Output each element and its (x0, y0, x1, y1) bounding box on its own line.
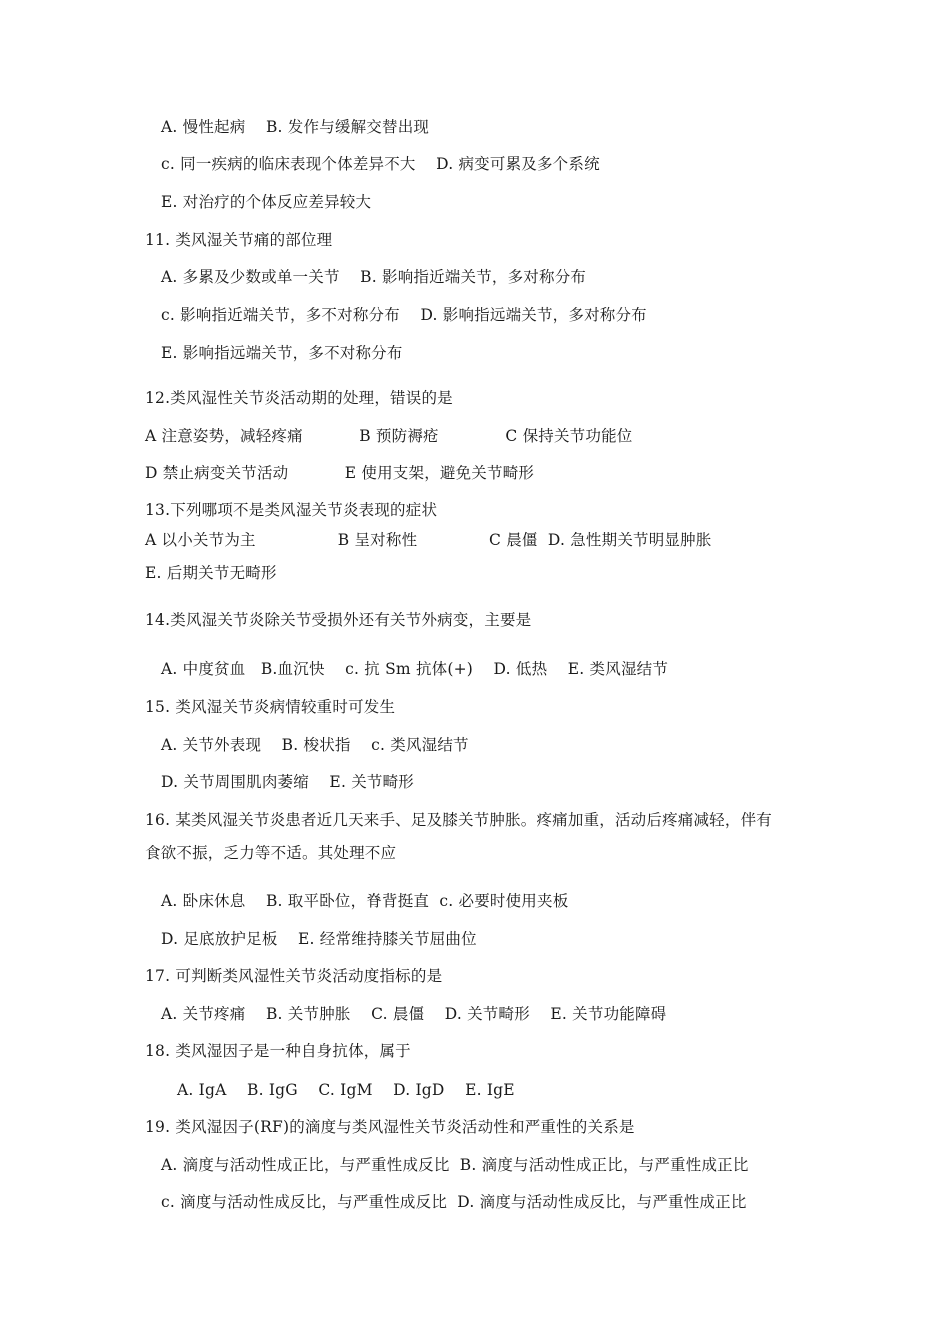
option-line: A. IgA B. IgG C. IgM D. IgD E. IgE (177, 1081, 515, 1099)
question-18: 18. 类风湿因子是一种自身抗体，属于 (145, 1042, 411, 1060)
option-line: c. 滴度与活动性成反比，与严重性成反比 D. 滴度与活动性成反比，与严重性成正比 (161, 1193, 747, 1211)
option-line: D. 足底放护足板 E. 经常维持膝关节屈曲位 (161, 930, 477, 948)
option-line: E. 对治疗的个体反应差异较大 (161, 193, 372, 211)
question-16-continued: 食欲不振，乏力等不适。其处理不应 (145, 844, 397, 862)
option-line: c. 同一疾病的临床表现个体差异不大 D. 病变可累及多个系统 (161, 155, 600, 173)
question-14: 14.类风湿关节炎除关节受损外还有关节外病变，主要是 (145, 611, 532, 629)
option-line: A. 中度贫血 B.血沉快 c. 抗 Sm 抗体(+) D. 低热 E. 类风湿结节 (161, 660, 669, 678)
question-19: 19. 类风湿因子(RF)的滴度与类风湿性关节炎活动性和严重性的关系是 (145, 1118, 635, 1136)
question-15: 15. 类风湿关节炎病情较重时可发生 (145, 698, 396, 716)
option-line: A. 关节外表现 B. 梭状指 c. 类风湿结节 (161, 736, 469, 754)
question-17: 17. 可判断类风湿性关节炎活动度指标的是 (145, 967, 443, 985)
option-line: A 注意姿势，减轻疼痛 B 预防褥疮 C 保持关节功能位 (145, 427, 633, 445)
option-line: D 禁止病变关节活动 E 使用支架，避免关节畸形 (145, 464, 535, 482)
question-11: 11. 类风湿关节痛的部位理 (145, 231, 333, 249)
question-13: 13.下列哪项不是类风湿关节炎表现的症状 (145, 501, 438, 519)
option-line: A. 慢性起病 B. 发作与缓解交替出现 (161, 118, 430, 136)
option-line: A. 多累及少数或单一关节 B. 影响指近端关节，多对称分布 (161, 268, 587, 286)
option-line: A. 关节疼痛 B. 关节肿胀 C. 晨僵 D. 关节畸形 E. 关节功能障碍 (161, 1005, 667, 1023)
question-16: 16. 某类风湿关节炎患者近几天来手、足及膝关节肿胀。疼痛加重，活动后疼痛减轻，伴有 (145, 811, 772, 829)
option-line: E. 后期关节无畸形 (145, 564, 277, 582)
option-line: A. 卧床休息 B. 取平卧位，脊背挺直 c. 必要时使用夹板 (161, 892, 569, 910)
option-line: D. 关节周围肌肉萎缩 E. 关节畸形 (161, 773, 415, 791)
option-line: E. 影响指远端关节，多不对称分布 (161, 344, 403, 362)
option-line: A 以小关节为主 B 呈对称性 C 晨僵 D. 急性期关节明显肿胀 (145, 531, 712, 549)
option-line: A. 滴度与活动性成正比，与严重性成反比 B. 滴度与活动性成正比，与严重性成正比 (161, 1156, 749, 1174)
question-12: 12.类风湿性关节炎活动期的处理，错误的是 (145, 389, 453, 407)
option-line: c. 影响指近端关节，多不对称分布 D. 影响指远端关节，多对称分布 (161, 306, 647, 324)
